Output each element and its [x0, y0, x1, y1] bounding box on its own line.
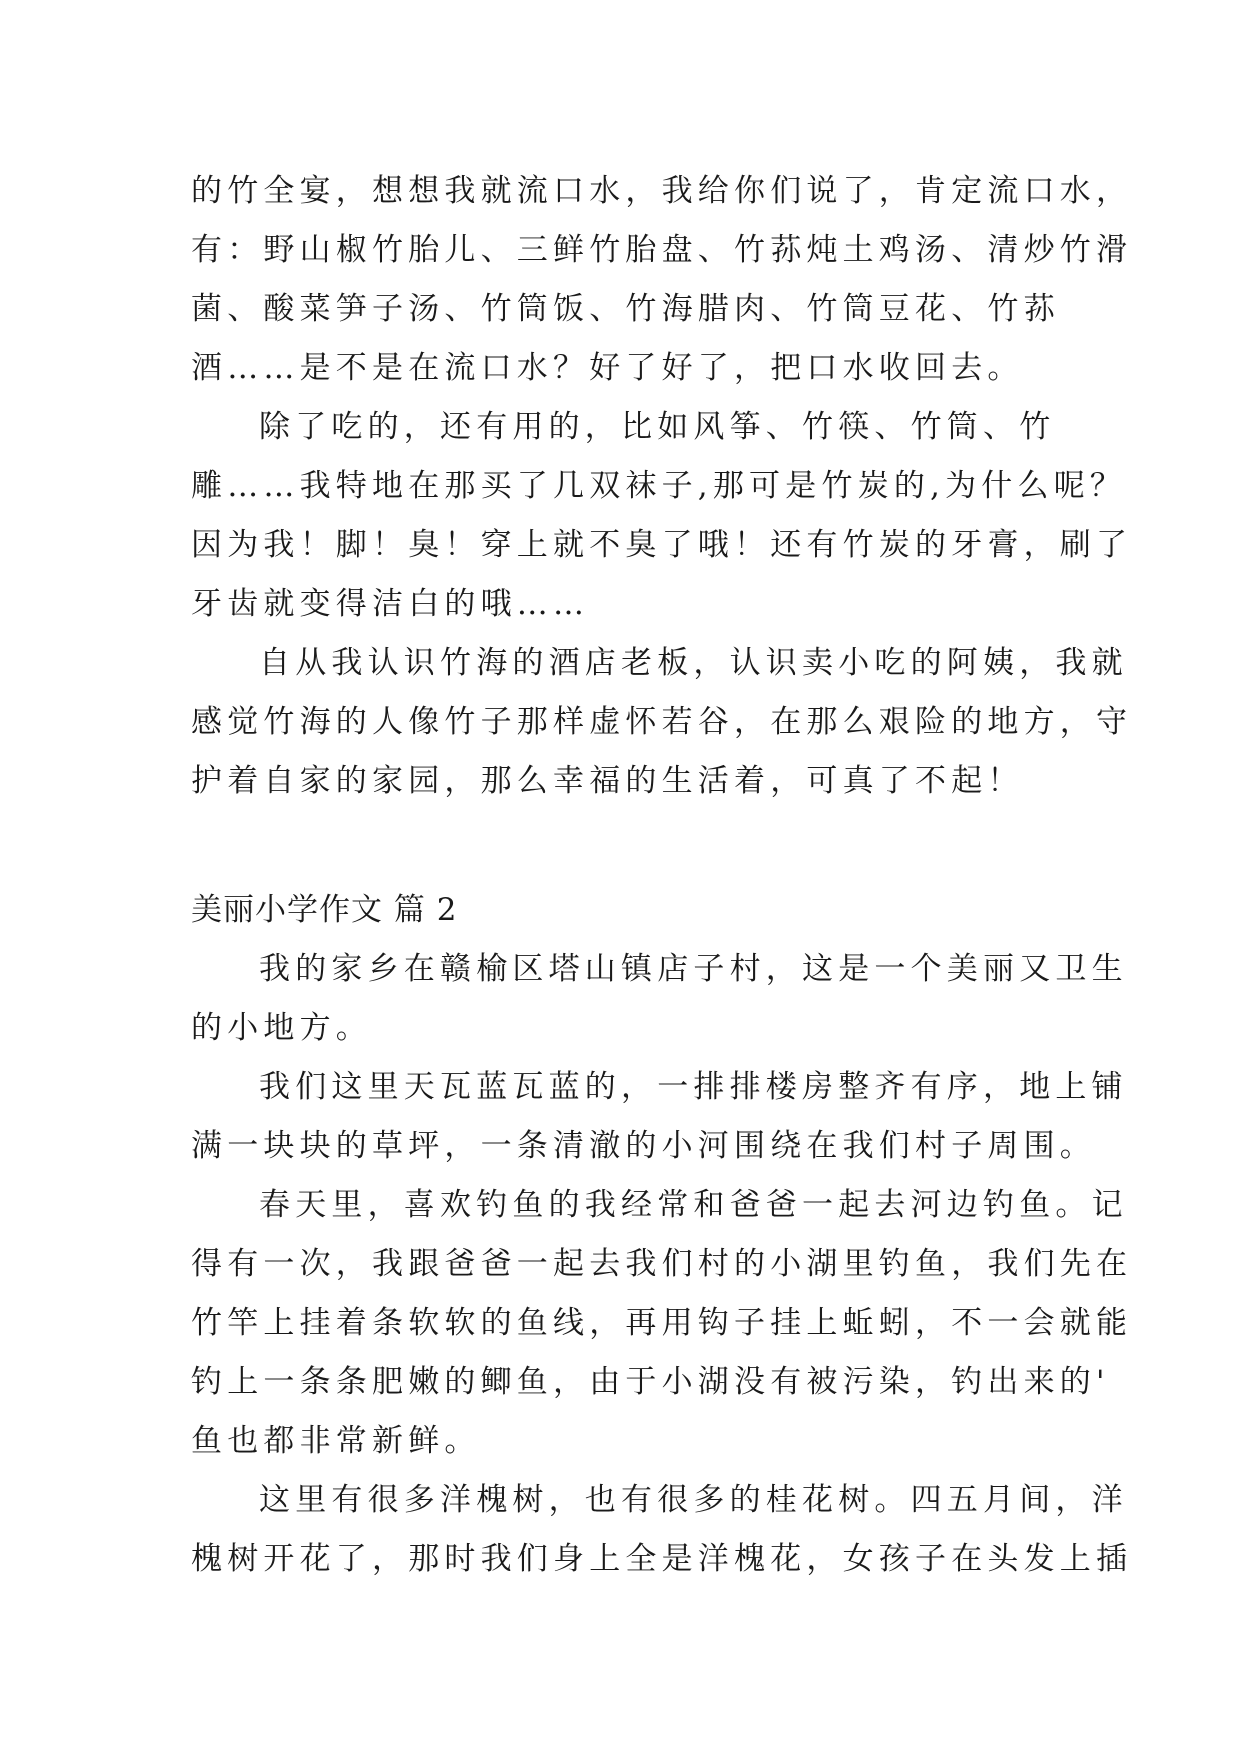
text-line: 感觉竹海的人像竹子那样虚怀若谷，在那么艰险的地方，守 — [191, 704, 1133, 740]
text-line: 有：野山椒竹胎儿、三鲜竹胎盘、竹荪炖土鸡汤、清炒竹滑 — [191, 232, 1133, 268]
text-line: 牙齿就变得洁白的哦…… — [191, 586, 590, 622]
paragraph-trees — [191, 1471, 1133, 1589]
paragraph-hometown-intro — [191, 940, 1128, 1058]
text-line: 护着自家的家园，那么幸福的生活着，可真了不起！ — [191, 763, 1024, 799]
document-body — [191, 162, 1133, 1589]
text-line: 因为我！脚！臭！穿上就不臭了哦！还有竹炭的牙膏，刷了 — [191, 527, 1133, 563]
paragraph-bamboo-people — [191, 634, 1133, 811]
text-line: 的竹全宴，想想我就流口水，我给你们说了，肯定流口水， — [191, 173, 1133, 209]
text-line: 雕……我特地在那买了几双袜子,那可是竹炭的,为什么呢？ — [191, 468, 1127, 504]
text-line: 自从我认识竹海的酒店老板，认识卖小吃的阿姨，我就 — [259, 645, 1128, 681]
text-line: 钓上一条条肥嫩的鲫鱼，由于小湖没有被污染，钓出来的' — [191, 1364, 1110, 1400]
text-line: 满一块块的草坪，一条清澈的小河围绕在我们村子周围。 — [191, 1128, 1096, 1164]
section-spacer — [191, 811, 1051, 881]
paragraph-bamboo-goods — [191, 398, 1133, 634]
text-line: 除了吃的，还有用的，比如风筝、竹筷、竹筒、竹 — [259, 409, 1056, 445]
paragraph-fishing — [191, 1176, 1133, 1471]
section-title: 美丽小学作文 篇 2 — [191, 892, 458, 928]
text-line: 得有一次，我跟爸爸一起去我们村的小湖里钓鱼，我们先在 — [191, 1246, 1133, 1282]
paragraph-hometown-scenery — [191, 1058, 1128, 1176]
paragraph-bamboo-feast — [191, 162, 1133, 398]
text-line: 这里有很多洋槐树，也有很多的桂花树。四五月间，洋 — [259, 1482, 1128, 1518]
text-line: 槐树开花了，那时我们身上全是洋槐花，女孩子在头发上插 — [191, 1541, 1133, 1577]
text-line: 酒……是不是在流口水？好了好了，把口水收回去。 — [191, 350, 1024, 386]
text-line: 鱼也都非常新鲜。 — [191, 1423, 481, 1459]
text-line: 我的家乡在赣榆区塔山镇店子村，这是一个美丽又卫生 — [259, 951, 1128, 987]
text-line: 我们这里天瓦蓝瓦蓝的，一排排楼房整齐有序，地上铺 — [259, 1069, 1128, 1105]
text-line: 的小地方。 — [191, 1010, 372, 1046]
text-line: 菌、酸菜笋子汤、竹筒饭、竹海腊肉、竹筒豆花、竹荪 — [191, 291, 1060, 327]
text-line: 春天里，喜欢钓鱼的我经常和爸爸一起去河边钓鱼。记 — [259, 1187, 1128, 1223]
text-line: 竹竿上挂着条软软的鱼线，再用钩子挂上蚯蚓，不一会就能 — [191, 1305, 1133, 1341]
